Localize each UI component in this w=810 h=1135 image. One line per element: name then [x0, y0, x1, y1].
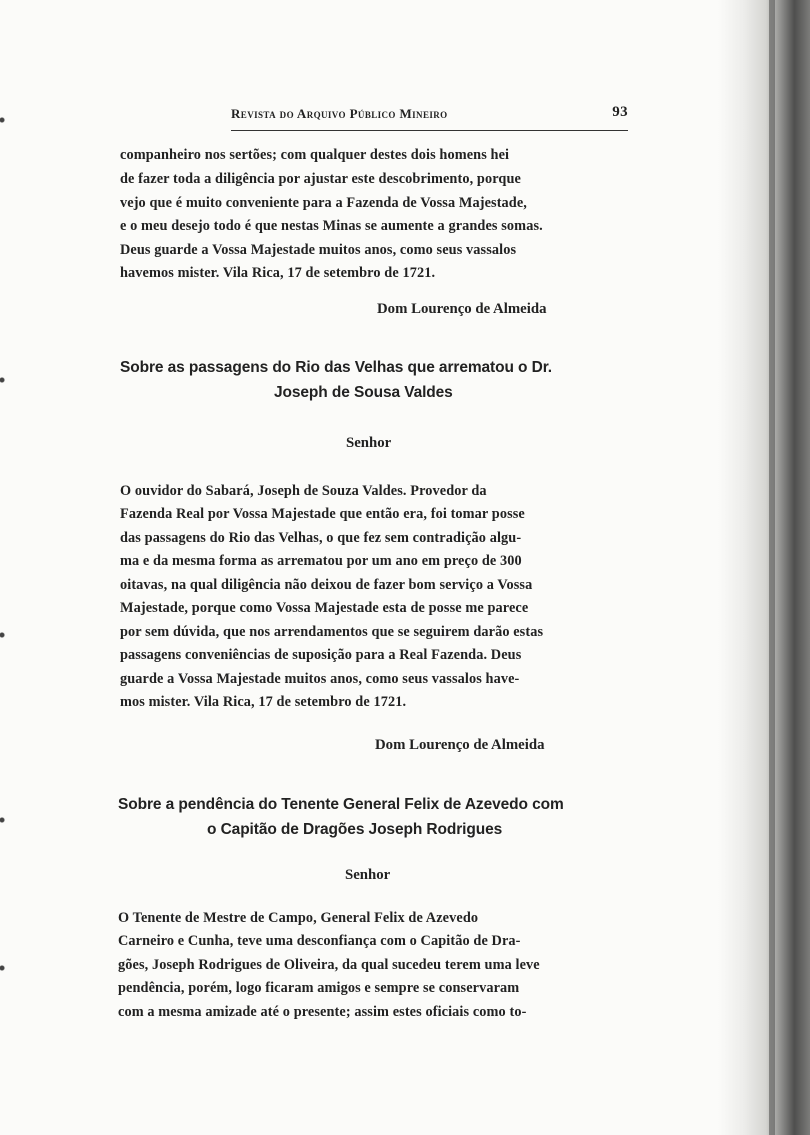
- intro-line-6: havemos mister. Vila Rica, 17 de setembro de 1721.: [120, 265, 436, 281]
- section-1-line-1: O ouvidor do Sabará, Joseph de Souza Valdes. Provedor da: [120, 483, 487, 499]
- section-1-line-4: ma e da mesma forma as arrematou por um ano em preço de 300: [120, 553, 522, 569]
- intro-line-4: e o meu desejo todo é que nestas Minas se aumente a grandes somas.: [120, 218, 543, 234]
- section-1-signature: Dom Lourenço de Almeida: [375, 737, 545, 753]
- section-1-heading-line-2: Joseph de Sousa Valdes: [274, 384, 453, 401]
- section-2-heading-line-1: Sobre a pendência do Tenente General Felix de Azevedo com: [118, 796, 564, 813]
- section-1-line-10: mos mister. Vila Rica, 17 de setembro de 1721.: [120, 694, 407, 710]
- section-1-line-3: das passagens do Rio das Velhas, o que fez sem contradição algu-: [120, 530, 522, 546]
- section-2-heading-line-2: o Capitão de Dragões Joseph Rodrigues: [207, 821, 503, 838]
- page-number: 93: [612, 104, 628, 120]
- intro-line-5: Deus guarde a Vossa Majestade muitos anos, como seus vassalos: [120, 242, 517, 258]
- section-1-line-6: Majestade, porque como Vossa Majestade esta de posse me parece: [120, 600, 529, 616]
- scan-edge-specks: [0, 0, 8, 1135]
- section-2-line-4: pendência, porém, logo ficaram amigos e sempre se conservaram: [118, 980, 520, 996]
- section-2-salutation: Senhor: [345, 867, 391, 883]
- intro-line-1: companheiro nos sertões; com qualquer destes dois homens hei: [120, 147, 510, 163]
- section-1-line-9: guarde a Vossa Majestade muitos anos, como seus vassalos have-: [120, 671, 520, 687]
- intro-line-3: vejo que é muito conveniente para a Fazenda de Vossa Majestade,: [120, 195, 527, 211]
- section-1-salutation: Senhor: [346, 435, 392, 451]
- section-2-line-2: Carneiro e Cunha, teve uma desconfiança com o Capitão de Dra-: [118, 933, 521, 949]
- section-1-line-7: por sem dúvida, que nos arrendamentos que se seguirem darão estas: [120, 624, 544, 640]
- section-2-line-1: O Tenente de Mestre de Campo, General Felix de Azevedo: [118, 910, 479, 926]
- section-1-heading-line-1: Sobre as passagens do Rio das Velhas que arrematou o Dr.: [120, 359, 552, 376]
- section-1-line-5: oitavas, na qual diligência não deixou de fazer bom serviço a Vossa: [120, 577, 533, 593]
- section-2-line-5: com a mesma amizade até o presente; assim estes oficiais como to-: [118, 1004, 527, 1020]
- page-header: [231, 104, 628, 131]
- book-binding-shadow: [718, 0, 810, 1135]
- intro-signature: Dom Lourenço de Almeida: [377, 301, 547, 317]
- binding-dark-edge: [769, 0, 775, 1135]
- intro-line-2: de fazer toda a diligência por ajustar este descobrimento, porque: [120, 171, 521, 187]
- running-title: Revista do Arquivo Público Mineiro: [231, 106, 448, 121]
- section-1-line-2: Fazenda Real por Vossa Majestade que então era, foi tomar posse: [120, 506, 525, 522]
- section-1-line-8: passagens conveniências de suposição para a Real Fazenda. Deus: [120, 647, 522, 663]
- section-2-line-3: gões, Joseph Rodrigues de Oliveira, da qual sucedeu terem uma leve: [118, 957, 540, 973]
